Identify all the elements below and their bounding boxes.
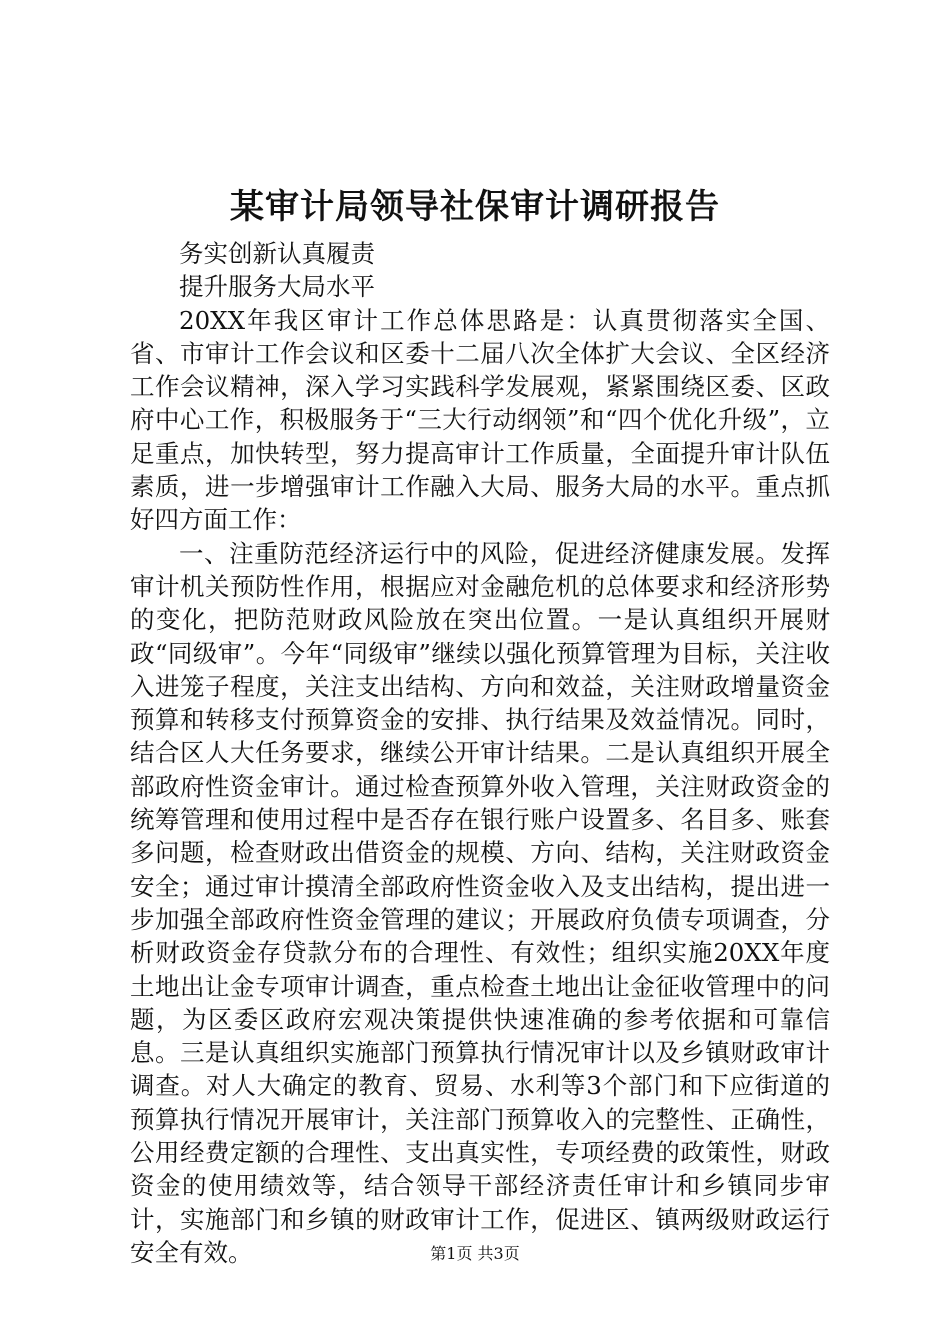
body-paragraph: 一、注重防范经济运行中的风险，促进经济健康发展。发挥审计机关预防性作用，根据应对金融危机的总体要求和经济形势的变化，把防范财政风险放在突出位置。一是认真组织开展财政“同级审”。今年“同级审”继续以强化预算管理为目标，关注收入进笼子程度，关注支出结构、方向和效益，关注财政增量资金预算和转移支付预算资金的安排、执行结果及效益情况。同时，结合区人大任务要求，继续公开审计结果。二是认真组织开展全部政府性资金审计。通过检查预算外收入管理，关注财政资金的统筹管理和使用过程中是否存在银行账户设置多、名目多、账套多问题，检查财政出借资金的规模、方向、结构，关注财政资金安全；通过审计摸清全部政府性资金收入及支出结构，提出进一步加强全部政府性资金管理的建议；开展政府负债专项调查，分析财政资金存贷款分布的合理性、有效性；组织实施20XX年度土地出让金专项审计调查，重点检查土地出让金征收管理中的问题，为区委区政府宏观决策提供快速准确的参考依据和可靠信息。三是认真组织实施部门预算执行情况审计以及乡镇财政审计调查。对人大确定的教育、贸易、水利等3个部门和下应街道的预算执行情况开展审计，关注部门预算收入的完整性、正确性，公用经费定额的合理性、支出真实性，专项经费的政策性，财政资金的使用绩效等，结合领导干部经济责任审计和乡镇同步审计，实施部门和乡镇的财政审计工作，促进区、镇两级财政运行安全有效。 bbox=[130, 538, 830, 1267]
body-paragraph: 20XX年我区审计工作总体思路是：认真贯彻落实全国、省、市审计工作会议和区委十二届八次全体扩大会议、全区经济工作会议精神，深入学习实践科学发展观，紧紧围绕区委、区政府中心工作，积极服务于“三大行动纲领”和“四个优化升级”，立足重点，加快转型，努力提高审计工作质量，全面提升审计队伍素质，进一步增强审计工作融入大局、服务大局的水平。重点抓好四方面工作： bbox=[130, 305, 830, 535]
document-title: 某审计局领导社保审计调研报告 bbox=[230, 187, 720, 227]
subtitle-line: 务实创新认真履责 bbox=[179, 239, 375, 268]
document-body bbox=[130, 237, 830, 1269]
subtitle-line: 提升服务大局水平 bbox=[179, 272, 375, 302]
page-footer: 第1页 共3页 bbox=[430, 1244, 520, 1263]
